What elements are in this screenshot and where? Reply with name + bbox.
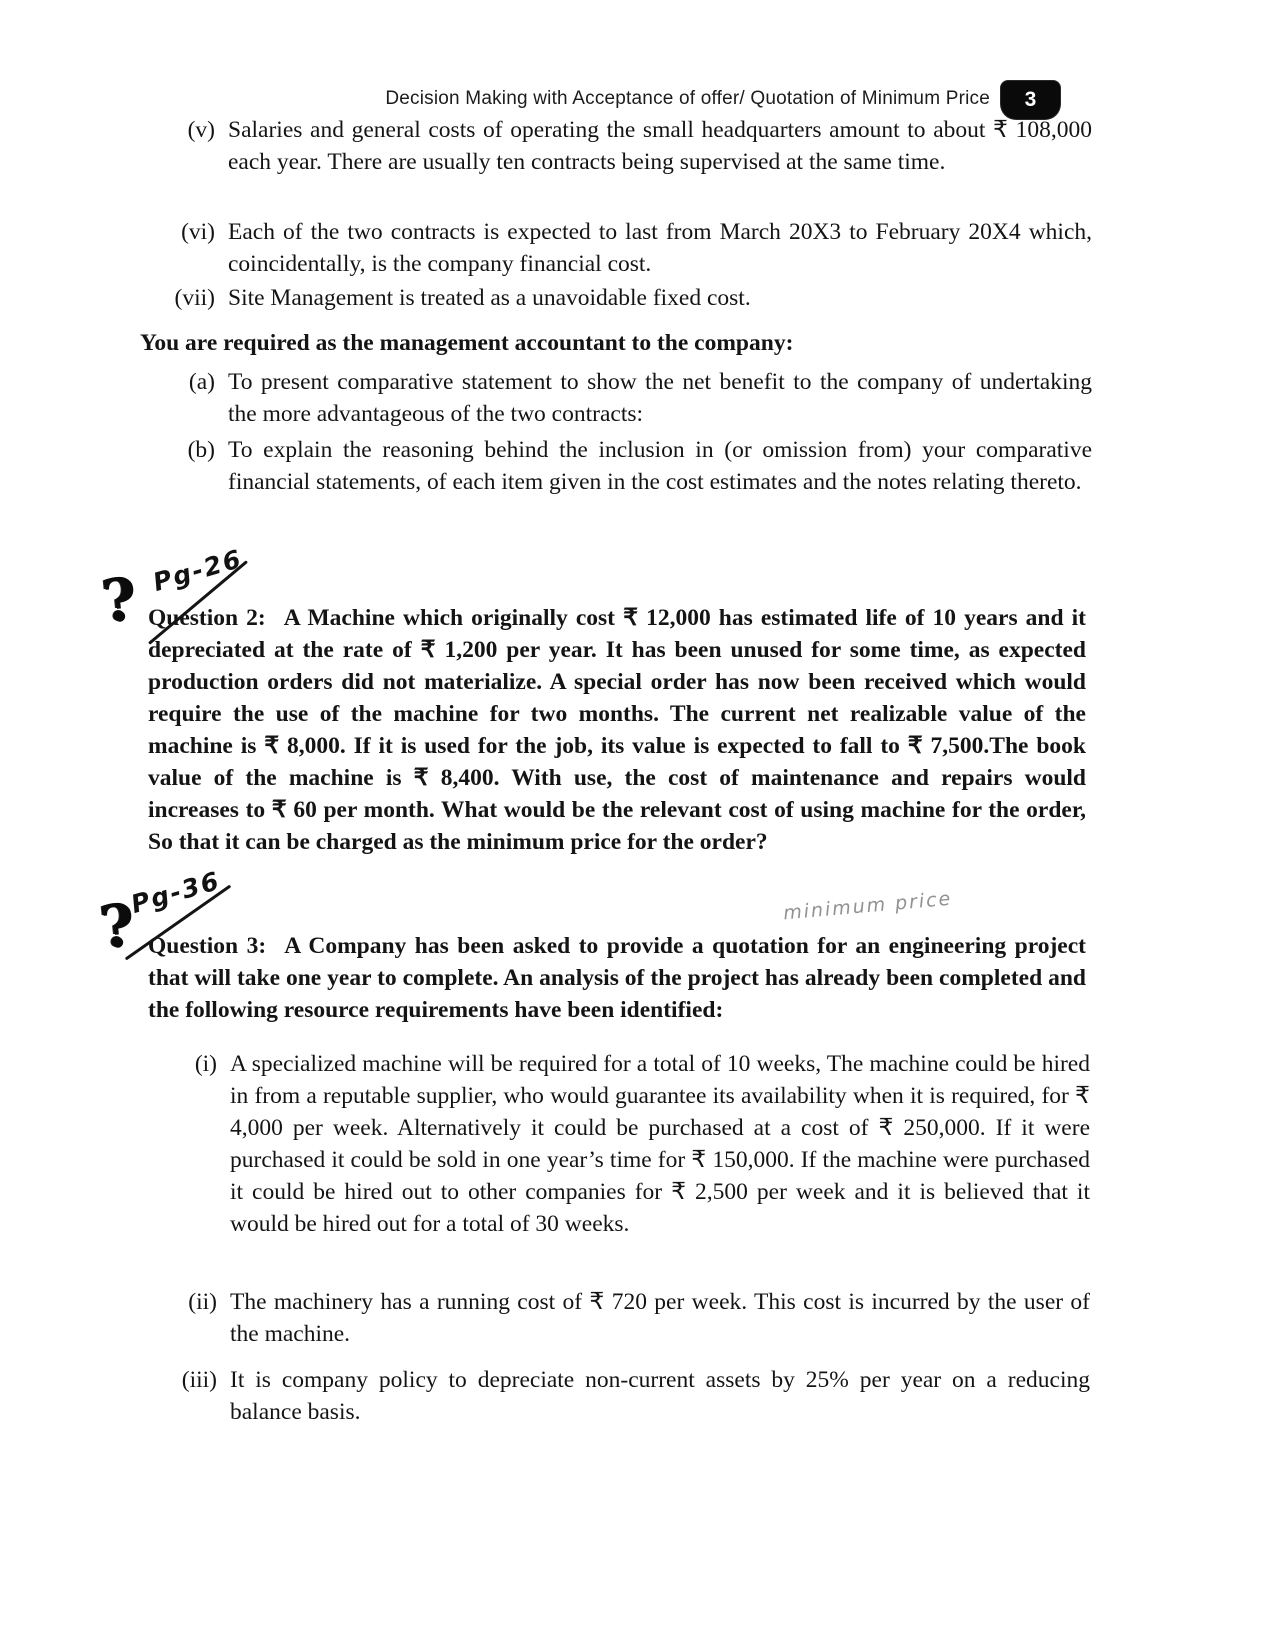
item-text: To present comparative statement to show the net benefit to the company of undertaking the more advantageous of the two contracts:	[228, 369, 1092, 427]
item-text: It is company policy to depreciate non-current assets by 25% per year on a reducing balance basis.	[230, 1367, 1090, 1425]
item-text: A specialized machine will be required for a total of 10 weeks, The machine could be hired in from a reputable supplier, who would guarantee its availability when it is required, for ₹ 4,000 per week. Alternatively it could be purchased at a cost of ₹ 250,000. If it were purchased it could be sold in one year’s time for ₹ 150,000. If the machine were purchased it could be hired out to other companies for ₹ 2,500 per week and it is believed that it would be hired out for a total of 30 weeks.	[230, 1051, 1090, 1237]
item-label: (iii)	[181, 1367, 217, 1393]
q3-item-iii	[150, 1364, 1090, 1428]
question-3-label: Question 3:	[148, 933, 267, 959]
question-3-paragraph	[148, 930, 1086, 1026]
requirement-item-a	[140, 366, 1092, 430]
note-text: Salaries and general costs of operating the small headquarters amount to about ₹ 108,000 each year. There are usually ten contracts being supervised at the same time.	[228, 117, 1092, 175]
question-mark-doodle: ?	[96, 890, 138, 962]
question-2-text: A Machine which originally cost ₹ 12,000 has estimated life of 10 years and it depreciated at the rate of ₹ 1,200 per year. It has been unused for some time, as expected production orders did not materialize. A special order has now been received which would require the use of the machine for two months. The current net realizable value of the machine is ₹ 8,000. If it is used for the job, its value is expected to fall to ₹ 7,500.The book value of the machine is ₹ 8,400. With use, the cost of maintenance and repairs would increases to ₹ 60 per month. What would be the relevant cost of using machine for the order, So that it can be charged as the minimum price for the order?	[148, 605, 1086, 855]
requirement-item-b	[140, 434, 1092, 498]
note-text: Site Management is treated as a unavoidable fixed cost.	[228, 285, 751, 311]
page-title: Decision Making with Acceptance of offer/ Quotation of Minimum Price	[385, 88, 990, 109]
item-label: (i)	[194, 1051, 217, 1077]
item-text: To explain the reasoning behind the inclusion in (or omission from) your comparative financial statements, of each item given in the cost estimates and the notes relating thereto.	[228, 437, 1092, 495]
note-item-vi	[140, 216, 1092, 280]
item-label: (ii)	[188, 1289, 217, 1315]
page-number-badge: 3	[1001, 81, 1060, 119]
pencil-note: minimum price	[782, 887, 954, 925]
note-label: (vi)	[181, 219, 215, 245]
note-label: (v)	[187, 117, 215, 143]
note-text: Each of the two contracts is expected to last from March 20X3 to February 20X4 which, coincidentally, is the company financial cost.	[228, 219, 1092, 277]
question-mark-doodle: ?	[98, 564, 140, 636]
q3-item-i	[150, 1048, 1090, 1240]
question-3-text: A Company has been asked to provide a quotation for an engineering project that will take one year to complete. An analysis of the project has already been completed and the following resource requirements have been identified:	[148, 933, 1086, 1023]
handwritten-page-ref-q3: Pg-36	[127, 865, 224, 920]
note-item-vii	[140, 282, 1092, 314]
item-text: The machinery has a running cost of ₹ 720 per week. This cost is incurred by the user of the machine.	[230, 1289, 1090, 1347]
handwritten-page-ref-q2: Pg-26	[149, 543, 246, 598]
item-label: (b)	[187, 437, 215, 463]
q3-item-ii	[150, 1286, 1090, 1350]
question-2-label: Question 2:	[148, 605, 266, 631]
note-item-v	[140, 114, 1092, 178]
note-label: (vii)	[174, 285, 215, 311]
question-2-paragraph	[148, 602, 1086, 858]
requirement-heading: You are required as the management accountant to the company:	[140, 330, 794, 356]
item-label: (a)	[188, 369, 215, 395]
